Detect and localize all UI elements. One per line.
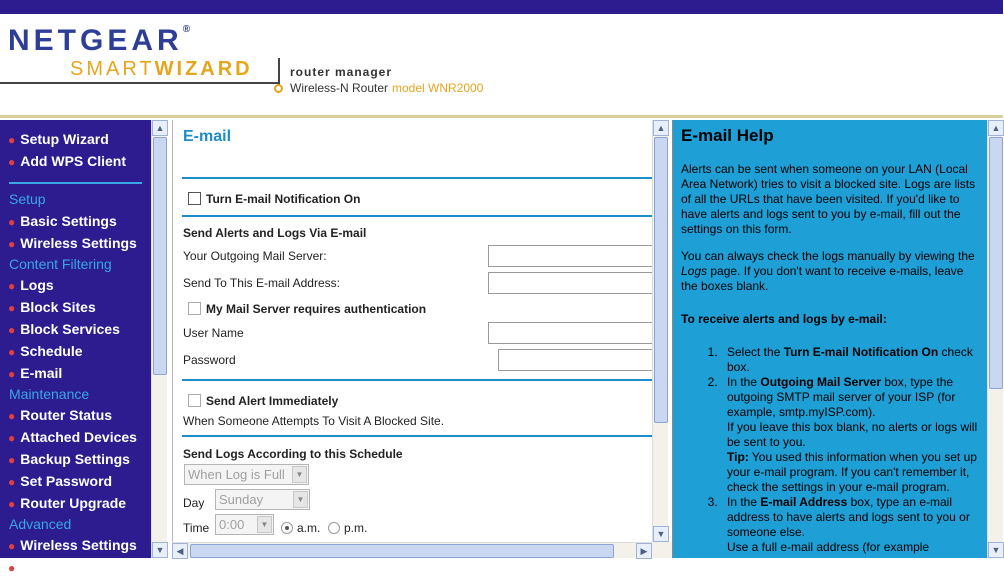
- send-to-email-input[interactable]: [488, 272, 658, 294]
- help-scrollbar[interactable]: [987, 120, 1003, 558]
- sidebar-scrollbar[interactable]: [151, 120, 167, 558]
- bullet-icon: ●: [8, 497, 16, 511]
- sidebar-item-router-status[interactable]: ● Router Status: [8, 407, 113, 423]
- am-radio[interactable]: [281, 522, 293, 534]
- bullet-icon: ●: [8, 561, 16, 575]
- bullet-icon: ●: [8, 215, 16, 229]
- sidebar-item-backup-settings[interactable]: ● Backup Settings: [8, 451, 130, 467]
- send-alert-checkbox[interactable]: [188, 394, 201, 407]
- sidebar-item-attached-devices[interactable]: ● Attached Devices: [8, 429, 137, 445]
- schedule-select[interactable]: When Log is Full ▼: [184, 464, 309, 485]
- auth-label: My Mail Server requires authentication: [206, 302, 427, 316]
- send-alert-desc: When Someone Attempts To Visit A Blocked Site.: [183, 414, 445, 428]
- sidebar-item-setup-wizard[interactable]: ● Setup Wizard: [8, 131, 109, 147]
- time-label: Time: [183, 521, 210, 535]
- scroll-down-icon[interactable]: ▼: [152, 542, 168, 558]
- sidebar-item-wireless-settings[interactable]: ● Wireless Settings: [8, 235, 137, 251]
- bullet-icon: ●: [8, 409, 16, 423]
- bullet-icon: ●: [8, 431, 16, 445]
- chevron-down-icon: ▼: [257, 516, 272, 533]
- sidebar-section-content-filtering: Content Filtering: [9, 256, 112, 272]
- scrollbar-thumb[interactable]: [654, 137, 668, 423]
- sidebar-item-block-services[interactable]: ● Block Services: [8, 321, 120, 337]
- logo-dot: [274, 84, 283, 93]
- help-para-2: You can always check the logs manually by viewing the Logs page. If you don't want to receive e-mails, leave the boxes blank.: [681, 249, 975, 293]
- sidebar-nav: [0, 120, 151, 575]
- divider: [182, 435, 652, 437]
- help-para-1: Alerts can be sent when someone on your LAN (Local Area Network) tries to visit a blocked site. Logs are lists of all the URLs that have been visited. If you'd like to have alerts and logs sent to you by e-mail, fill out the settings on this form.: [681, 162, 976, 236]
- send-alert-label: Send Alert Immediately: [206, 394, 339, 408]
- sidebar-divider: [9, 182, 142, 184]
- divider: [182, 215, 652, 217]
- scrollbar-thumb[interactable]: [153, 137, 167, 375]
- sidebar-item-block-sites[interactable]: ● Block Sites: [8, 299, 96, 315]
- day-label: Day: [183, 496, 205, 510]
- divider: [182, 379, 652, 381]
- bullet-icon: ●: [8, 539, 16, 553]
- bullet-icon: ●: [8, 345, 16, 359]
- bullet-icon: ●: [8, 155, 16, 169]
- bullet-icon: ●: [8, 301, 16, 315]
- sidebar-item-set-password[interactable]: ● Set Password: [8, 473, 113, 489]
- send-alerts-heading: Send Alerts and Logs Via E-mail: [183, 226, 367, 240]
- scroll-left-icon[interactable]: ◀: [172, 543, 188, 559]
- time-select[interactable]: 0:00 ▼: [215, 514, 274, 535]
- password-input[interactable]: [498, 349, 658, 371]
- smartwizard-logo: SMARTWIZARD: [70, 58, 253, 80]
- scroll-corner: [652, 542, 672, 558]
- turn-on-row: [188, 192, 360, 206]
- bullet-icon: ●: [8, 279, 16, 293]
- help-step: 2. In the Outgoing Mail Server box, type the outgoing SMTP mail server of your ISP (for example, smtp.myISP.com). If you leave this box blank, no alerts or logs will be sent to you. Tip: You used this information when you set up your e-mail program. If you can't remember it, check the settings in your e-mail program.: [721, 375, 979, 495]
- scroll-up-icon[interactable]: ▲: [988, 120, 1004, 136]
- turn-on-label: Turn E-mail Notification On: [206, 192, 361, 206]
- page-title: E-mail: [183, 128, 232, 145]
- username-label: User Name: [183, 326, 244, 340]
- scrollbar-thumb[interactable]: [989, 137, 1003, 389]
- outgoing-server-label: Your Outgoing Mail Server:: [183, 249, 327, 263]
- pm-radio[interactable]: [328, 522, 340, 534]
- bullet-icon: ●: [8, 133, 16, 147]
- sidebar-item-adv-wireless-settings[interactable]: ● Wireless Settings: [8, 537, 137, 553]
- main-content: [172, 120, 652, 542]
- sidebar-item-logs[interactable]: ● Logs: [8, 277, 54, 293]
- scroll-down-icon[interactable]: ▼: [988, 542, 1004, 558]
- sidebar-item-schedule[interactable]: ● Schedule: [8, 343, 83, 359]
- help-step: 3. In the E-mail Address box, type an e-mail address to have alerts and logs sent to you or someone else. Use a full e-mail address (for example: [721, 495, 979, 555]
- help-step: 1. Select the Turn E-mail Notification On check box.: [721, 345, 979, 375]
- top-bar: [0, 0, 1003, 14]
- bullet-icon: ●: [8, 367, 16, 381]
- bullet-icon: ●: [8, 475, 16, 489]
- sidebar-item-basic-settings[interactable]: ● Basic Settings: [8, 213, 117, 229]
- outgoing-server-input[interactable]: [488, 245, 658, 267]
- help-title: E-mail Help: [681, 126, 774, 145]
- help-steps: [721, 345, 979, 555]
- bullet-icon: ●: [8, 453, 16, 467]
- help-panel: [672, 120, 987, 558]
- scroll-up-icon[interactable]: ▲: [653, 120, 669, 136]
- help-subheading: To receive alerts and logs by e-mail:: [681, 312, 887, 326]
- netgear-logo: NETGEAR®: [8, 24, 191, 57]
- main-scrollbar[interactable]: [652, 120, 668, 542]
- sidebar-item-router-upgrade[interactable]: ● Router Upgrade: [8, 495, 127, 511]
- scroll-up-icon[interactable]: ▲: [152, 120, 168, 136]
- bullet-icon: ●: [8, 237, 16, 251]
- username-input[interactable]: [488, 322, 658, 344]
- sidebar-item-email[interactable]: ● E-mail: [8, 365, 63, 381]
- auth-row: [188, 302, 426, 316]
- schedule-heading: Send Logs According to this Schedule: [183, 447, 403, 461]
- send-alert-row: [188, 394, 338, 408]
- sidebar-section-setup: Setup: [9, 191, 46, 207]
- pm-option[interactable]: p.m.: [328, 521, 367, 535]
- sidebar-section-advanced: Advanced: [9, 516, 72, 532]
- password-label: Password: [183, 353, 236, 367]
- logo-line: [0, 82, 278, 84]
- day-select[interactable]: Sunday ▼: [215, 489, 310, 510]
- auth-checkbox[interactable]: [188, 302, 201, 315]
- scroll-right-icon[interactable]: ▶: [636, 543, 652, 559]
- divider: [182, 177, 652, 179]
- am-option[interactable]: a.m.: [281, 521, 320, 535]
- sidebar-item-add-wps-client[interactable]: ● Add WPS Client: [8, 153, 127, 169]
- chevron-down-icon: ▼: [293, 491, 308, 508]
- product-label: Wireless-N Router model WNR2000: [290, 81, 484, 95]
- send-to-label: Send To This E-mail Address:: [183, 276, 340, 290]
- scroll-down-icon[interactable]: ▼: [653, 526, 669, 542]
- chevron-down-icon: ▼: [292, 466, 307, 483]
- scrollbar-thumb[interactable]: [190, 544, 614, 558]
- bullet-icon: ●: [8, 323, 16, 337]
- turn-on-checkbox[interactable]: [188, 192, 201, 205]
- sidebar-item-port-forwarding[interactable]: ● Port Forwarding: [8, 559, 129, 575]
- main-horizontal-scrollbar[interactable]: [172, 542, 652, 558]
- router-manager-label: router manager: [290, 65, 393, 79]
- sidebar-section-maintenance: Maintenance: [9, 386, 90, 402]
- header-banner: [0, 14, 1003, 118]
- model-label: model WNR2000: [392, 81, 484, 95]
